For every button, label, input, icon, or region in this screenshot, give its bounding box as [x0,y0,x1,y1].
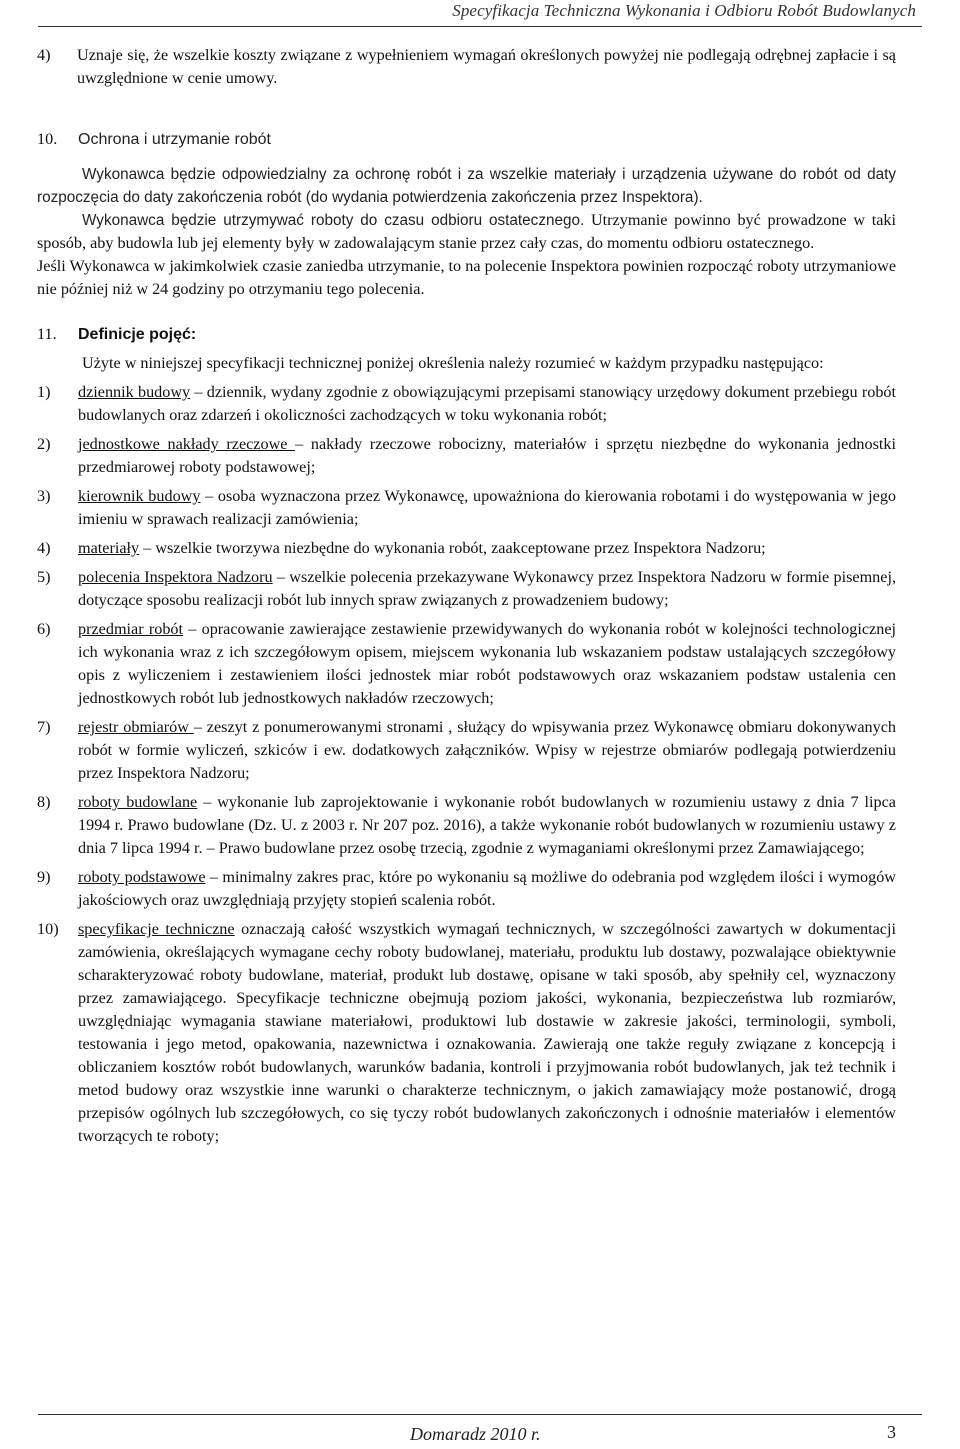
definition-text [78,791,896,860]
definition-term: specyfikacje techniczne [78,920,235,938]
definition-number: 3) [37,487,51,505]
page-number: 3 [887,1422,896,1442]
definition-item [37,791,896,860]
section-11-title: Definicje pojęć: [78,326,197,343]
definition-term: jednostkowe nakłady rzeczowe [78,435,296,453]
definition-item [37,433,896,479]
definition-item [37,866,896,912]
definition-item [37,485,896,531]
definition-body: – minimalny zakres prac, które po wykonaniu są możliwe do odebrania pod względem ilości i wymogów jakościowych oraz uwzględniają przyjęty stopień scalenia robót. [78,868,896,909]
definition-body: oznaczają całość wszystkich wymagań technicznych, w szczególności zawartych w dokumentacji zamówienia, określających wymagane cechy roboty budowlanej, materiału, produktu lub dostawy, pozwalające obiektywnie scharakteryzować roboty budowlane, materiał, produkt lub dostawę, opisane w taki sposób, aby spełniły cel, wyznaczony przez zamawiającego. Specyfikacje techniczne obejmują poziom jakości, wykonania, bezpieczeństwa lub rozmiarów, uwzględniając wymagania stawiane materiałowi, produktowi lub dostawie w zakresie jakości, terminologii, symboli, testowania i jego metod, opakowania, nazewnictwa i oznakowania. Zawierają one także reguły związane z koncepcją i obliczaniem kosztów robót budowlanych, warunków badania, kontroli i przyjmowania robót budowlanych, jak też technik i metod budowy oraz wszystkie inne warunki o charakterze technicznym, o jakich zamawiający może postanowić, drogą przepisów ogólnych lub szczegółowych, co się tyczy robót budowlanych zakończonych i odnośnie materiałów i elementów tworzących te roboty; [78,920,896,1145]
definition-item [37,716,896,785]
definition-number: 7) [37,718,51,736]
definition-item [37,618,896,710]
definition-item [37,381,896,427]
page-header [0,0,960,26]
definition-body: – wykonanie lub zaprojektowanie i wykonanie robót budowlanych w rozumieniu ustawy z dnia 7 lipca 1994 r. Prawo budowlane (Dz. U. z 2003 r. Nr 207 poz. 2016), a także wykonanie robót budowlanych w rozumieniu ustawy z dnia 7 lipca 1994 r. – Prawo budowlane przez osobę trzecią, zgodnie z wymaganiami określonymi przez Zamawiającego; [78,793,896,857]
section-11-number: 11. [37,325,57,343]
section-10-paragraph-3: Jeśli Wykonawca w jakimkolwiek czasie zaniedba utrzymanie, to na polecenie Inspektora powinien rozpocząć roboty utrzymaniowe nie później niż w 24 godziny po otrzymaniu tego polecenia. [37,257,896,298]
definition-text [78,566,896,612]
definition-number: 2) [37,435,51,453]
definition-body: – osoba wyznaczona przez Wykonawcę, upoważniona do kierowania robotami i do występowania w jego imieniu w sprawach realizacji zamówienia; [78,487,897,528]
section-10-heading [37,128,896,151]
definition-term: materiały [78,539,140,557]
spacer [37,90,896,114]
definition-body: – wszelkie polecenia przekazywane Wykonawcy przez Inspektora Nadzoru w formie pisemnej, dotyczące sposobu realizacji robót lub innych spraw związanych z prowadzeniem budowy; [78,568,896,609]
intro-item-number: 4) [37,46,51,64]
definition-number: 1) [37,383,51,401]
definition-term: przedmiar robót [78,620,184,638]
definition-number: 10) [37,920,59,938]
definition-item [37,918,896,1148]
section-11-heading [37,323,896,346]
intro-item [37,44,896,90]
definition-number: 4) [37,539,51,557]
definition-text [78,918,896,1148]
definition-text [78,485,896,531]
definition-body: – zeszyt z ponumerowanymi stronami , służący do wpisywania przez Wykonawcę obmiaru dokonywanych robót w formie wyliczeń, szkiców i ew. dodatkowych załączników. Wpisy w rejestrze obmiarów podlegają potwierdzeniu przez Inspektora Nadzoru; [78,718,896,782]
intro-item-text: Uznaje się, że wszelkie koszty związane z wypełnieniem wymagań określonych powyżej nie podlegają odrębnej zapłacie i są uwzględnione w cenie umowy. [77,46,896,87]
definition-term: polecenia Inspektora Nadzoru [78,568,273,586]
section-10-title: Ochrona i utrzymanie robót [78,131,271,148]
definition-text [78,433,896,479]
document-body [37,44,896,1148]
definitions-list [37,381,896,1148]
definition-number: 6) [37,620,51,638]
definition-body: – opracowanie zawierające zestawienie przewidywanych do wykonania robót w kolejności technologicznej ich wykonania wraz z ich szczegółowym opisem, miejscem wykonania lub wskazaniem podstaw ustalających szczegółowy opis z wyliczeniem i zestawieniem ilości jednostek miar robót podstawowych oraz wskazaniem podstaw ustalenia cen jednostkowych robót lub jednostkowych nakładów rzeczowych; [78,620,897,707]
definition-term: roboty podstawowe [78,868,206,886]
section-10-paragraph-2b: Utrzymanie powinno być prowadzone w taki sposób, aby budowla lub jej elementy były w zadowalającym stanie przez cały czas, do momentu odbioru ostatecznego. [37,211,896,252]
header-rule [38,26,922,27]
definition-term: dziennik budowy [78,383,191,401]
header-title: Specyfikacja Techniczna Wykonania i Odbioru Robót Budowlanych [452,1,916,20]
definition-text [78,618,896,710]
definition-item [37,566,896,612]
definition-term: kierownik budowy [78,487,201,505]
definition-term: roboty budowlane [78,793,198,811]
definition-text [78,716,896,785]
definition-body: – nakłady rzeczowe robocizny, materiałów i sprzętu niezbędne do wykonania jednostki przedmiarowej roboty podstawowej; [78,435,897,476]
definition-body: – dziennik, wydany zgodnie z obowiązującymi przepisami stanowiący urzędowy dokument przebiegu robót budowlanych oraz zdarzeń i okoliczności zachodzących w toku wykonania robót; [78,383,896,424]
definition-body: – wszelkie tworzywa niezbędne do wykonania robót, zaakceptowane przez Inspektora Nadzoru; [139,539,766,557]
definition-text [78,866,896,912]
section-10-paragraph-1: Wykonawca będzie odpowiedzialny za ochronę robót i za wszelkie materiały i urządzenia używane do robót od daty rozpoczęcia do daty zakończenia robót (do wydania potwierdzenia zakończenia przez Inspektora). [37,166,896,206]
definition-number: 8) [37,793,51,811]
page-footer [0,1396,960,1449]
definition-text [78,537,896,560]
section-10-number: 10. [37,130,58,148]
footer-text: Domaradz 2010 r. [410,1424,541,1444]
section-10-paragraph-2a: Wykonawca będzie utrzymywać roboty do czasu odbioru ostatecznego. [82,212,585,229]
section-10-paragraph-2 [37,209,896,255]
section-11-intro: Użyte w niniejszej specyfikacji technicznej poniżej określenia należy rozumieć w każdym przypadku następująco: [82,354,824,372]
definition-term: rejestr obmiarów [78,718,194,736]
definition-number: 5) [37,568,51,586]
definition-number: 9) [37,868,51,886]
footer-rule [38,1414,922,1415]
definition-text [78,381,896,427]
definition-item [37,537,896,560]
